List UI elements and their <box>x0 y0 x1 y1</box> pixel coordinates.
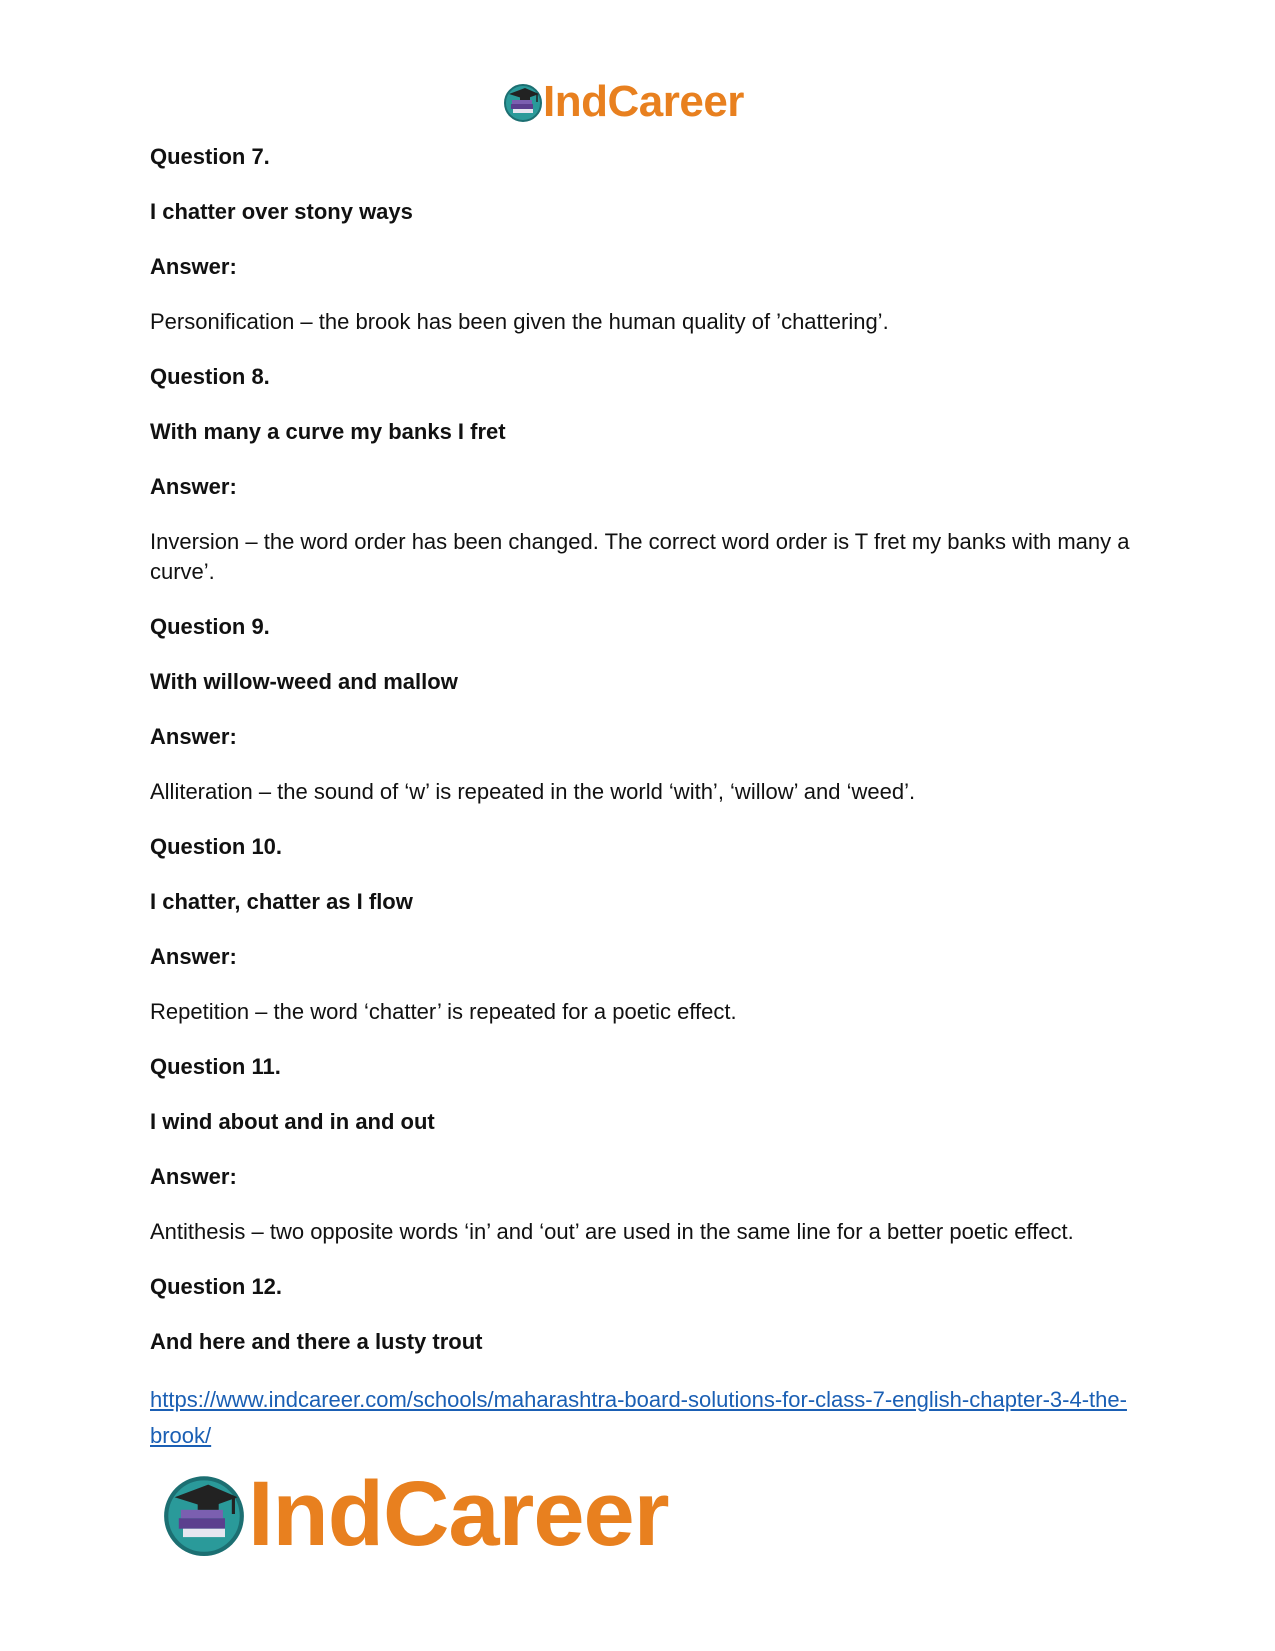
answer-label: Answer: <box>150 474 237 499</box>
question-text: With willow-weed and mallow <box>150 669 458 694</box>
answer-label: Answer: <box>150 1164 237 1189</box>
footer-logo <box>162 1463 669 1565</box>
qa-item <box>150 142 1130 337</box>
qa-item <box>150 362 1130 587</box>
qa-item <box>150 612 1130 807</box>
question-text: I chatter, chatter as I flow <box>150 889 413 914</box>
answer-label: Answer: <box>150 254 237 279</box>
brand-wordmark: IndCareer <box>248 1463 669 1565</box>
brand-wordmark: IndCareer <box>543 77 744 126</box>
answer-text: Alliteration – the sound of ‘w’ is repeated in the world ‘with’, ‘willow’ and ‘weed’. <box>150 779 916 804</box>
qa-item <box>150 832 1130 1027</box>
answer-text: Inversion – the word order has been changed. The correct word order is T fret my banks with many a curve’. <box>150 529 1130 584</box>
question-label: Question 11. <box>150 1054 281 1079</box>
answer-text: Antithesis – two opposite words ‘in’ and ‘out’ are used in the same line for a better poetic effect. <box>150 1219 1074 1244</box>
graduation-cap-books-icon <box>503 82 543 122</box>
answer-text: Repetition – the word ‘chatter’ is repeated for a poetic effect. <box>150 999 737 1024</box>
source-link[interactable]: https://www.indcareer.com/schools/maharashtra-board-solutions-for-class-7-english-chapter-3-4-the-brook/ <box>150 1387 1127 1448</box>
answer-text: Personification – the brook has been given the human quality of ’chattering’. <box>150 309 889 334</box>
qa-item <box>150 1272 1130 1357</box>
qa-item <box>150 1052 1130 1247</box>
question-text: And here and there a lusty trout <box>150 1329 483 1354</box>
question-label: Question 12. <box>150 1274 283 1299</box>
graduation-cap-books-icon <box>162 1472 246 1556</box>
question-label: Question 9. <box>150 614 270 639</box>
document-body <box>150 142 1130 1454</box>
answer-label: Answer: <box>150 944 237 969</box>
header-logo <box>503 77 744 126</box>
question-label: Question 8. <box>150 364 270 389</box>
question-label: Question 7. <box>150 144 270 169</box>
question-text: With many a curve my banks I fret <box>150 419 506 444</box>
question-text: I chatter over stony ways <box>150 199 413 224</box>
question-label: Question 10. <box>150 834 283 859</box>
answer-label: Answer: <box>150 724 237 749</box>
question-text: I wind about and in and out <box>150 1109 435 1134</box>
